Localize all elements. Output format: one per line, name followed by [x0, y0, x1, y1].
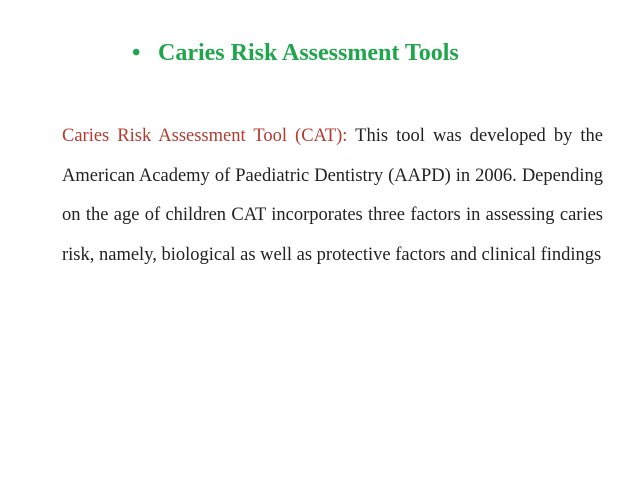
heading-text: Caries Risk Assessment Tools — [158, 40, 459, 66]
slide-heading — [132, 38, 459, 68]
term-description: This tool was developed by the American Academy of Paediatric Dentistry (AAPD) in 2006. Depending on the age of children CAT incorporates three factors in assessing caries risk, namely, biological as well as protective factors and clinical findings — [62, 126, 603, 265]
body-paragraph — [62, 117, 603, 275]
bullet-marker: • — [132, 40, 141, 66]
term-label: Caries Risk Assessment Tool (CAT): — [62, 126, 348, 146]
